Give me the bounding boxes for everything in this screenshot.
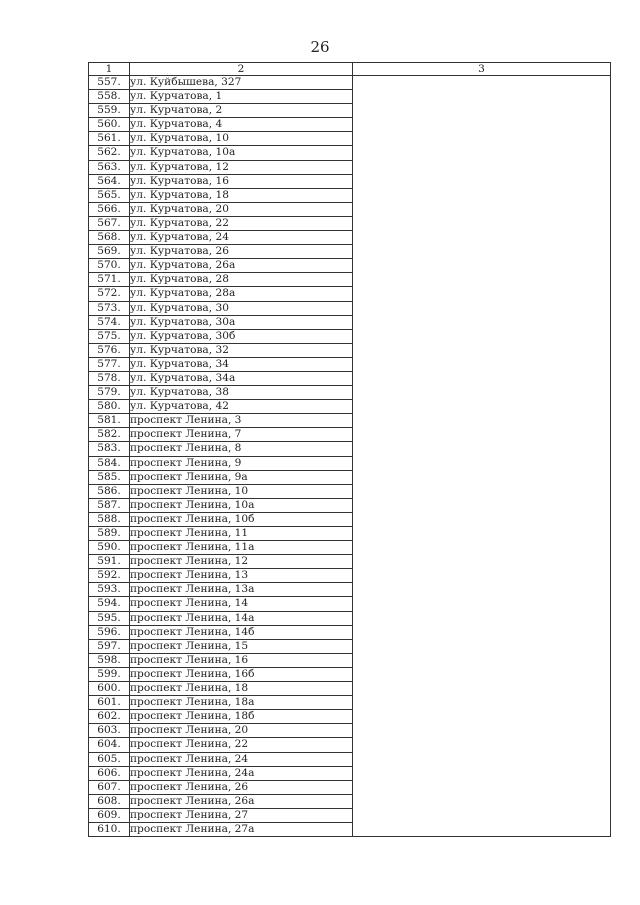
row-address: проспект Ленина, 18 <box>130 682 353 696</box>
column-3-empty-cell <box>353 76 611 837</box>
row-number: 593. <box>89 583 130 597</box>
row-address: проспект Ленина, 13 <box>130 569 353 583</box>
header-col-1: 1 <box>89 63 130 76</box>
row-number: 578. <box>89 371 130 385</box>
row-address: проспект Ленина, 12 <box>130 555 353 569</box>
row-number: 558. <box>89 90 130 104</box>
row-address: проспект Ленина, 10 <box>130 484 353 498</box>
row-number: 580. <box>89 400 130 414</box>
row-address: проспект Ленина, 22 <box>130 738 353 752</box>
row-address: проспект Ленина, 20 <box>130 724 353 738</box>
row-number: 577. <box>89 357 130 371</box>
row-number: 584. <box>89 456 130 470</box>
row-number: 566. <box>89 202 130 216</box>
row-number: 595. <box>89 611 130 625</box>
row-address: ул. Курчатова, 20 <box>130 202 353 216</box>
row-address: проспект Ленина, 18б <box>130 710 353 724</box>
row-number: 570. <box>89 259 130 273</box>
row-number: 574. <box>89 315 130 329</box>
row-number: 571. <box>89 273 130 287</box>
row-address: проспект Ленина, 14 <box>130 597 353 611</box>
row-number: 606. <box>89 766 130 780</box>
row-number: 557. <box>89 76 130 90</box>
row-number: 569. <box>89 245 130 259</box>
row-address: проспект Ленина, 18а <box>130 696 353 710</box>
row-address: ул. Курчатова, 28а <box>130 287 353 301</box>
row-address: ул. Куйбышева, 327 <box>130 76 353 90</box>
row-address: проспект Ленина, 14а <box>130 611 353 625</box>
row-address: ул. Курчатова, 30б <box>130 329 353 343</box>
row-address: ул. Курчатова, 2 <box>130 104 353 118</box>
row-address: ул. Курчатова, 34 <box>130 357 353 371</box>
page-number: 26 <box>310 38 330 56</box>
row-number: 564. <box>89 174 130 188</box>
row-number: 581. <box>89 414 130 428</box>
row-number: 561. <box>89 132 130 146</box>
row-number: 597. <box>89 639 130 653</box>
row-address: проспект Ленина, 15 <box>130 639 353 653</box>
row-address: ул. Курчатова, 24 <box>130 231 353 245</box>
row-address: проспект Ленина, 27а <box>130 822 353 836</box>
table-row <box>89 76 611 90</box>
row-address: проспект Ленина, 3 <box>130 414 353 428</box>
row-number: 586. <box>89 484 130 498</box>
row-address: проспект Ленина, 16б <box>130 667 353 681</box>
row-number: 572. <box>89 287 130 301</box>
row-number: 608. <box>89 794 130 808</box>
row-number: 573. <box>89 301 130 315</box>
row-number: 559. <box>89 104 130 118</box>
row-address: ул. Курчатова, 30а <box>130 315 353 329</box>
row-number: 604. <box>89 738 130 752</box>
row-address: ул. Курчатова, 28 <box>130 273 353 287</box>
row-address: ул. Курчатова, 26 <box>130 245 353 259</box>
row-address: ул. Курчатова, 12 <box>130 160 353 174</box>
row-number: 600. <box>89 682 130 696</box>
row-address: ул. Курчатова, 32 <box>130 343 353 357</box>
row-number: 605. <box>89 752 130 766</box>
row-address: ул. Курчатова, 18 <box>130 188 353 202</box>
row-address: проспект Ленина, 14б <box>130 625 353 639</box>
row-address: проспект Ленина, 26 <box>130 780 353 794</box>
table-body <box>89 76 611 837</box>
row-number: 565. <box>89 188 130 202</box>
row-number: 594. <box>89 597 130 611</box>
row-number: 591. <box>89 555 130 569</box>
row-address: проспект Ленина, 8 <box>130 442 353 456</box>
row-address: проспект Ленина, 9а <box>130 470 353 484</box>
row-number: 603. <box>89 724 130 738</box>
row-address: ул. Курчатова, 1 <box>130 90 353 104</box>
row-address: проспект Ленина, 24а <box>130 766 353 780</box>
row-number: 610. <box>89 822 130 836</box>
row-address: проспект Ленина, 26а <box>130 794 353 808</box>
row-number: 587. <box>89 498 130 512</box>
row-number: 596. <box>89 625 130 639</box>
row-number: 562. <box>89 146 130 160</box>
row-number: 588. <box>89 512 130 526</box>
row-address: ул. Курчатова, 26а <box>130 259 353 273</box>
row-number: 585. <box>89 470 130 484</box>
row-number: 563. <box>89 160 130 174</box>
row-address: проспект Ленина, 16 <box>130 653 353 667</box>
row-address: проспект Ленина, 11 <box>130 527 353 541</box>
row-address: ул. Курчатова, 34а <box>130 371 353 385</box>
row-address: проспект Ленина, 7 <box>130 428 353 442</box>
row-number: 590. <box>89 541 130 555</box>
row-number: 599. <box>89 667 130 681</box>
row-number: 567. <box>89 216 130 230</box>
row-address: ул. Курчатова, 4 <box>130 118 353 132</box>
row-address: ул. Курчатова, 22 <box>130 216 353 230</box>
row-address: проспект Ленина, 11а <box>130 541 353 555</box>
row-number: 607. <box>89 780 130 794</box>
row-number: 592. <box>89 569 130 583</box>
row-address: проспект Ленина, 10а <box>130 498 353 512</box>
address-table <box>88 62 611 837</box>
row-number: 601. <box>89 696 130 710</box>
row-address: ул. Курчатова, 38 <box>130 386 353 400</box>
row-number: 575. <box>89 329 130 343</box>
row-address: ул. Курчатова, 42 <box>130 400 353 414</box>
row-number: 598. <box>89 653 130 667</box>
table-header-row <box>89 63 611 76</box>
row-number: 568. <box>89 231 130 245</box>
row-number: 582. <box>89 428 130 442</box>
row-address: ул. Курчатова, 30 <box>130 301 353 315</box>
row-number: 560. <box>89 118 130 132</box>
row-number: 602. <box>89 710 130 724</box>
row-address: проспект Ленина, 10б <box>130 512 353 526</box>
row-number: 576. <box>89 343 130 357</box>
header-col-2: 2 <box>130 63 353 76</box>
row-address: проспект Ленина, 13а <box>130 583 353 597</box>
row-number: 583. <box>89 442 130 456</box>
row-address: ул. Курчатова, 10а <box>130 146 353 160</box>
row-address: ул. Курчатова, 16 <box>130 174 353 188</box>
row-address: проспект Ленина, 27 <box>130 808 353 822</box>
row-address: ул. Курчатова, 10 <box>130 132 353 146</box>
row-address: проспект Ленина, 24 <box>130 752 353 766</box>
row-number: 589. <box>89 527 130 541</box>
row-address: проспект Ленина, 9 <box>130 456 353 470</box>
row-number: 609. <box>89 808 130 822</box>
header-col-3: 3 <box>353 63 611 76</box>
row-number: 579. <box>89 386 130 400</box>
